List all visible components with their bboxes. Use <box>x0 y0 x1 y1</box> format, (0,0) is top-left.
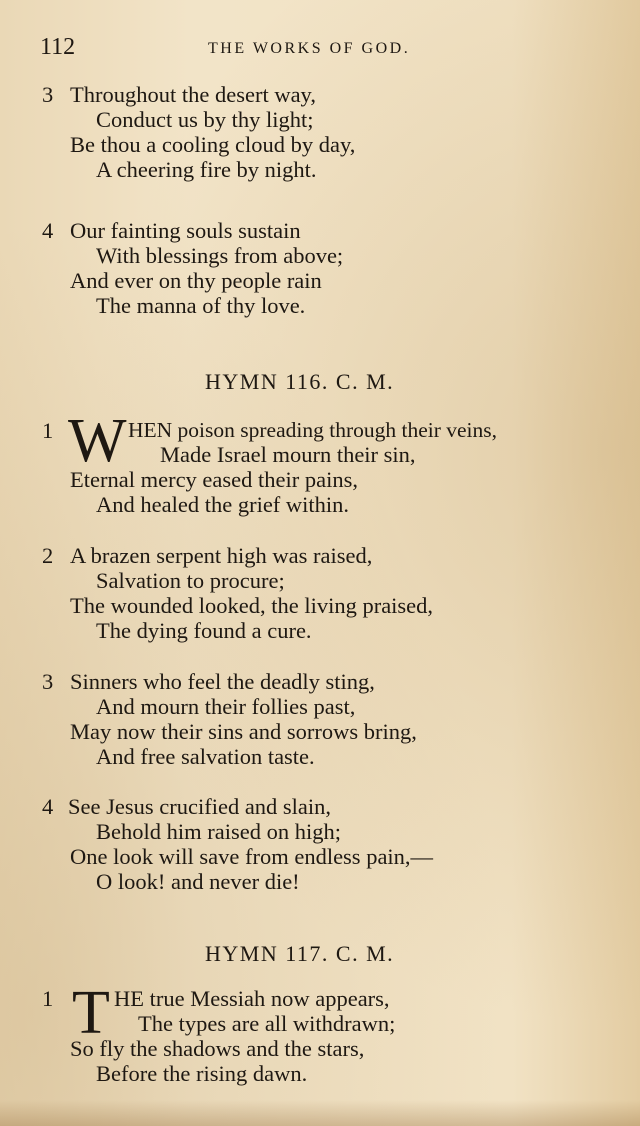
verse-line: The manna of thy love. <box>96 293 306 318</box>
verse-number: 3 <box>42 669 54 694</box>
verse-line: Behold him raised on high; <box>96 819 341 844</box>
verse-line: A brazen serpent high was raised, <box>70 543 373 568</box>
verse-line: The types are all withdrawn; <box>138 1011 396 1036</box>
page-edge-shadow <box>0 1100 640 1126</box>
hymn-title: HYMN 116. C. M. <box>205 369 395 394</box>
verse-line: Salvation to procure; <box>96 568 285 593</box>
verse-number: 1 <box>42 986 54 1011</box>
verse-number: 4 <box>42 218 54 243</box>
verse-line: See Jesus crucified and slain, <box>68 794 332 819</box>
verse-line: HE true Messiah now appears, <box>114 986 390 1011</box>
verse-line: Before the rising dawn. <box>96 1061 308 1086</box>
running-head: THE WORKS OF GOD. <box>208 40 411 57</box>
verse-line: Conduct us by thy light; <box>96 107 314 132</box>
verse-line: The dying found a cure. <box>96 618 312 643</box>
verse-line: The wounded looked, the living praised, <box>70 593 434 618</box>
verse-line: So fly the shadows and the stars, <box>70 1036 365 1061</box>
verse-number: 1 <box>42 418 54 443</box>
verse-line: Eternal mercy eased their pains, <box>70 467 358 492</box>
verse-number: 4 <box>42 794 54 819</box>
verse-line: Throughout the desert way, <box>70 82 316 107</box>
verse-line: Made Israel mourn their sin, <box>160 442 416 467</box>
verse-line: O look! and never die! <box>96 869 300 894</box>
verse-line: A cheering fire by night. <box>96 157 317 182</box>
verse-line: One look will save from endless pain,— <box>70 844 434 869</box>
page-header <box>0 30 640 64</box>
verse-line: Sinners who feel the deadly sting, <box>70 669 375 694</box>
drop-cap: T <box>72 979 110 1047</box>
verse-line: And free salvation taste. <box>96 744 315 769</box>
drop-cap: W <box>68 407 127 475</box>
verse-line: And mourn their follies past, <box>96 694 356 719</box>
verse-line: May now their sins and sorrows bring, <box>70 719 417 744</box>
hymn-title: HYMN 117. C. M. <box>205 941 395 966</box>
verse-line: Our fainting souls sustain <box>70 218 301 243</box>
verse-line: Be thou a cooling cloud by day, <box>70 132 356 157</box>
verse-line: HEN poison spreading through their veins, <box>128 418 498 442</box>
verse-line: And healed the grief within. <box>96 492 350 517</box>
page-number: 112 <box>40 34 76 60</box>
verse-number: 2 <box>42 543 54 568</box>
verse-number: 3 <box>42 82 54 107</box>
verse-line: And ever on thy people rain <box>70 268 322 293</box>
verse-line: With blessings from above; <box>96 243 344 268</box>
